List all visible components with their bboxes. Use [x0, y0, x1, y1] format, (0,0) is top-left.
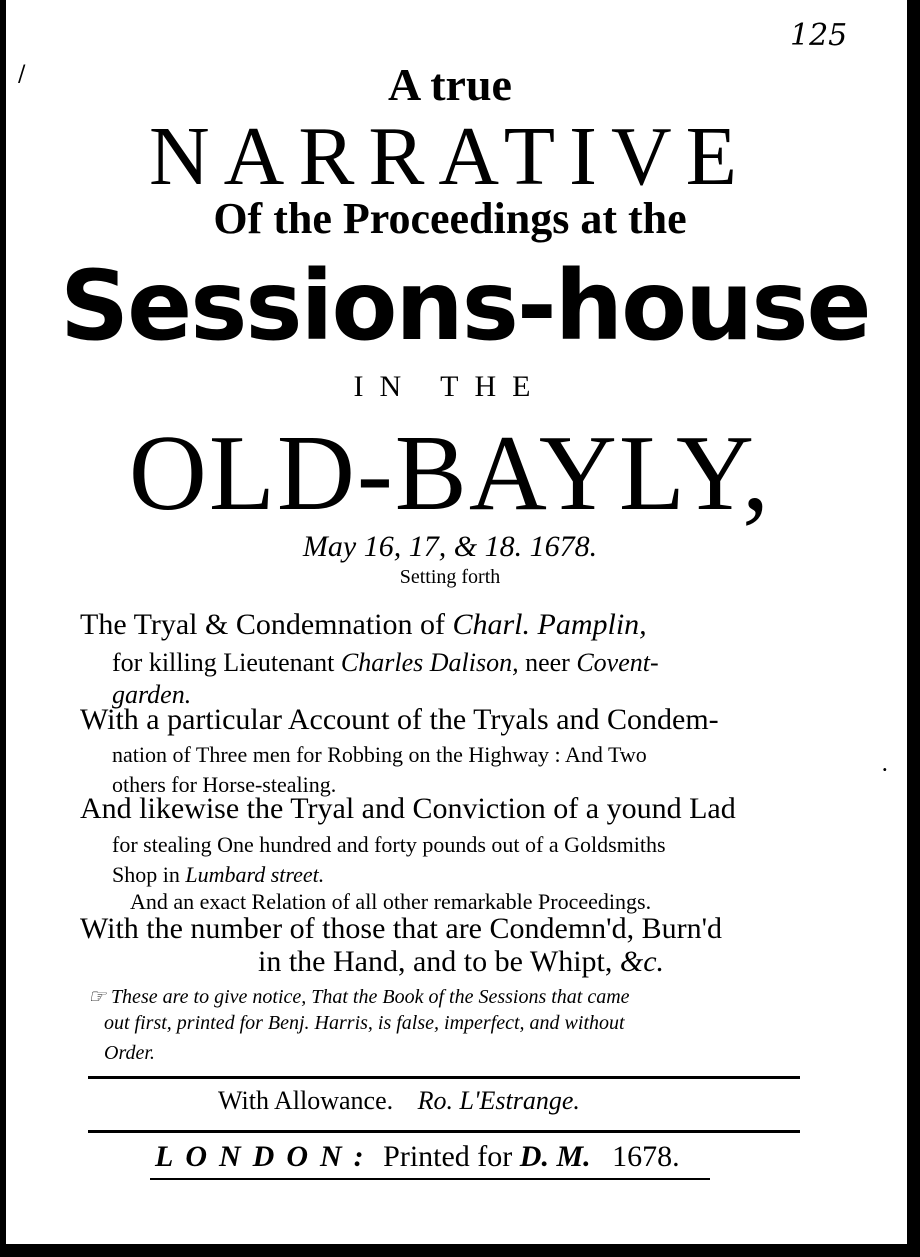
folio-number: 125 [790, 18, 848, 53]
contents-text: Shop in [112, 862, 180, 887]
pointing-hand-icon: ☞ [88, 986, 106, 1008]
victim-name: Charles Dalison, [340, 648, 519, 677]
contents-line: nation of Three men for Robbing on the Highway : And Two [112, 742, 647, 767]
stray-ink-mark: / [18, 62, 26, 87]
title-line-narrative: NARRATIVE [149, 110, 751, 203]
contents-line [112, 862, 324, 888]
imprint-printer: D. M. [519, 1140, 591, 1173]
scan-border-bottom [0, 1244, 920, 1257]
stray-ink-mark: · [882, 760, 888, 779]
setting-forth-label: Setting forth [399, 566, 501, 588]
horizontal-rule [88, 1076, 800, 1079]
title-line-in-the: IN THE [353, 370, 547, 403]
notice-line [88, 984, 630, 1009]
imprint-text: Printed for [383, 1140, 513, 1173]
defendant-name: Charl. Pamplin, [452, 608, 647, 641]
etcetera: &c. [619, 945, 665, 978]
contents-text: in the Hand, and to be Whipt, [258, 945, 613, 978]
imprint-city: LONDON: [155, 1140, 376, 1173]
notice-line: out first, printed for Benj. Harris, is false, imperfect, and without [104, 1012, 625, 1034]
title-line-a-true: A true [388, 59, 512, 110]
contents-line: With a particular Account of the Tryals and Condem- [80, 703, 719, 736]
horizontal-rule [150, 1178, 710, 1180]
session-date: May 16, 17, & 18. 1678. [302, 530, 598, 563]
notice-line: Order. [104, 1042, 155, 1064]
contents-line: others for Horse-stealing. [112, 772, 337, 797]
contents-line [258, 945, 664, 979]
imprint-year: 1678. [612, 1140, 680, 1173]
contents-line [112, 648, 659, 678]
contents-line: And an exact Relation of all other remarkable Proceedings. [130, 889, 652, 914]
imprint-line [155, 1140, 680, 1174]
title-line-proceedings: Of the Proceedings at the [213, 194, 687, 243]
notice-text: These are to give notice, That the Book of the Sessions that came [110, 986, 630, 1008]
title-line-sessions-house: Sessions-house [60, 250, 870, 362]
scan-border-right [907, 0, 920, 1257]
licenser-name: Ro. L'Estrange. [417, 1086, 580, 1115]
contents-line: And likewise the Tryal and Conviction of a yound Lad [80, 792, 736, 825]
allowance-line [218, 1086, 580, 1116]
contents-text: The Tryal & Condemnation of [80, 608, 445, 641]
horizontal-rule [88, 1130, 800, 1133]
place-name: Lumbard street. [185, 862, 325, 887]
place-name: garden. [112, 680, 192, 709]
place-name: Covent- [576, 648, 659, 677]
allowance-label: With Allowance. [218, 1086, 394, 1115]
contents-line: for stealing One hundred and forty pounds out of a Goldsmiths [112, 832, 666, 857]
title-line-old-bayly: OLD-BAYLY, [128, 414, 772, 533]
contents-text: for killing Lieutenant [112, 648, 335, 677]
contents-text: neer [525, 648, 570, 677]
contents-line: With the number of those that are Condemn'd, Burn'd [80, 912, 722, 945]
contents-line [80, 608, 647, 642]
